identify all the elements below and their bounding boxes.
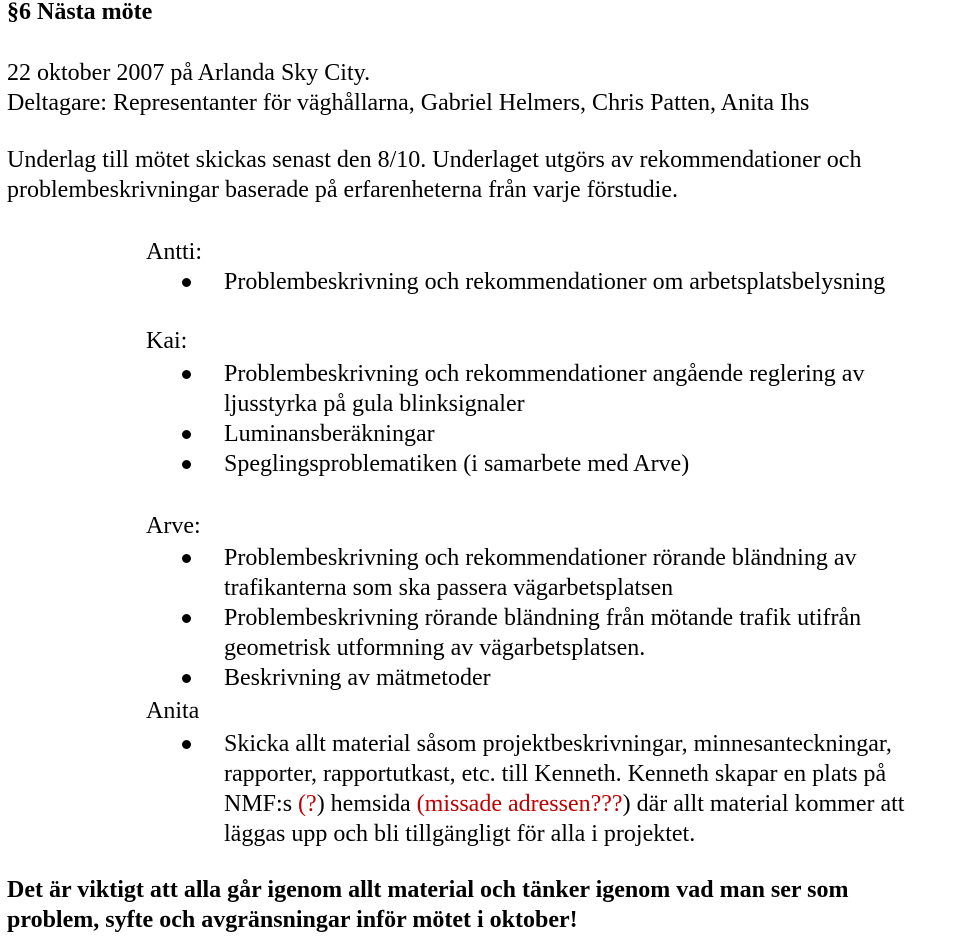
underlag-line-2: problembeskrivningar baserade på erfarenheterna från varje förstudie. xyxy=(7,177,679,203)
question-mark-note: (? xyxy=(298,791,317,817)
anita-line-3: NMF:s (?) hemsida (missade adressen???) där allt material kommer att xyxy=(224,791,905,817)
bullet-icon xyxy=(182,614,191,623)
closing-line-1: Det är viktigt att alla går igenom allt material och tänker igenom vad man ser som xyxy=(7,877,849,903)
list-item: Problembeskrivning och rekommendationer om arbetsplatsbelysning xyxy=(146,267,960,297)
bullet-icon xyxy=(182,740,191,749)
bullet-icon xyxy=(182,278,191,287)
closing-line-2: problem, syfte och avgränsningar inför mötet i oktober! xyxy=(7,907,578,933)
meeting-date-line: 22 oktober 2007 på Arlanda Sky City. xyxy=(7,60,371,86)
section-heading: §6 Nästa möte xyxy=(7,0,153,25)
bullet-icon xyxy=(182,460,191,469)
person-anita: Anita xyxy=(146,698,200,724)
meeting-info xyxy=(7,58,809,118)
bullet-icon xyxy=(182,370,191,379)
participants-line: Deltagare: Representanter för väghållarna, Gabriel Helmers, Chris Patten, Anita Ihs xyxy=(7,90,810,116)
bullet-icon xyxy=(182,430,191,439)
person-kai: Kai: xyxy=(146,328,188,354)
list-item: Problembeskrivning rörande bländning från mötande trafik utifrån geometrisk utformning av vägarbetsplatsen. xyxy=(146,603,960,663)
list-item: Problembeskrivning och rekommendationer rörande bländning av trafikanterna som ska passera vägarbetsplatsen xyxy=(146,543,960,603)
underlag-paragraph xyxy=(7,145,861,205)
missing-address-note: (missade adressen??? xyxy=(416,791,623,817)
bullet-icon xyxy=(182,554,191,563)
list-item: Luminansberäkningar xyxy=(146,419,960,449)
bullet-icon xyxy=(182,674,191,683)
list-item: Skicka allt material såsom projektbeskrivningar, minnesanteckningar, rapporter, rapportutkast, etc. till Kenneth. Kenneth skapar en plats på NMF:s (?) hemsida (missade adressen???) där allt material kommer att läggas upp och bli tillgängligt för alla i projektet. xyxy=(146,729,960,849)
anita-list xyxy=(146,729,960,849)
list-item: Speglingsproblematiken (i samarbete med Arve) xyxy=(146,449,960,479)
antti-list xyxy=(146,267,960,297)
person-antti: Antti: xyxy=(146,239,203,265)
list-item: Beskrivning av mätmetoder xyxy=(146,663,960,693)
list-item: Problembeskrivning och rekommendationer angående reglering av ljusstyrka på gula blinksignaler xyxy=(146,359,960,419)
arve-list xyxy=(146,543,960,693)
closing-statement xyxy=(7,875,848,935)
underlag-line-1: Underlag till mötet skickas senast den 8/10. Underlaget utgörs av rekommendationer och xyxy=(7,147,862,173)
kai-list xyxy=(146,359,960,479)
person-arve: Arve: xyxy=(146,513,201,539)
